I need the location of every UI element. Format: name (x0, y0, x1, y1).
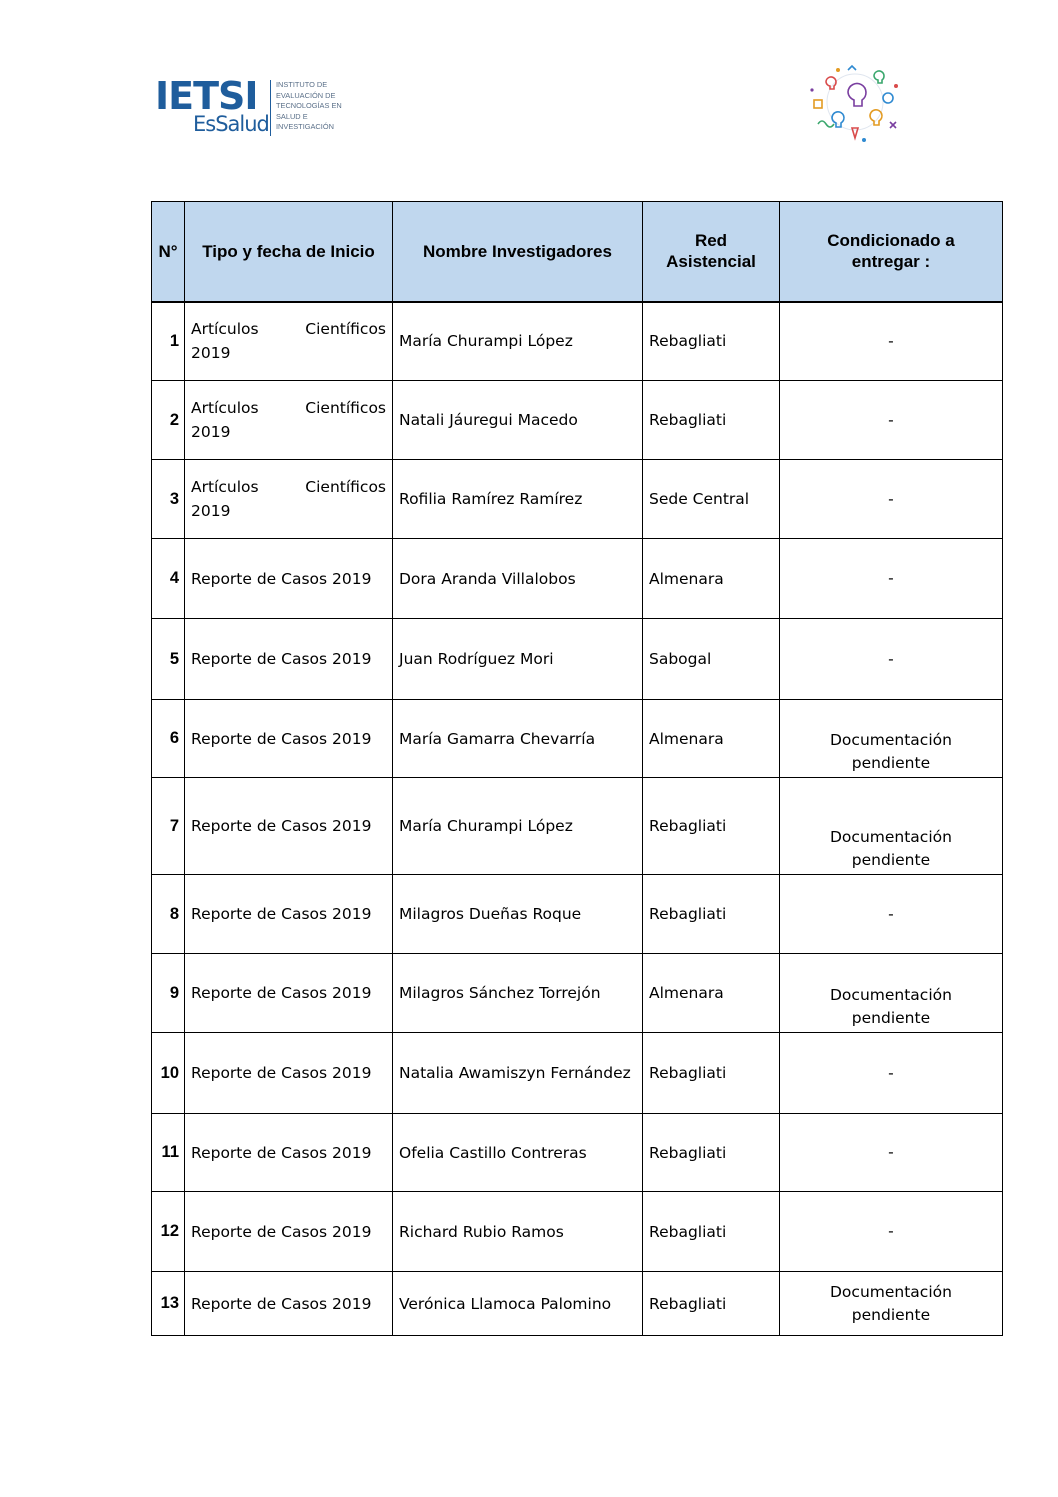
row-cond: - (780, 539, 1003, 619)
logo-brand: IETSI (155, 74, 258, 118)
table-header-row (152, 202, 1003, 302)
table-row (152, 954, 1003, 1033)
row-cond: - (780, 1114, 1003, 1192)
row-tipo (185, 302, 393, 381)
row-nombre: Dora Aranda Villalobos (393, 539, 643, 619)
row-red: Almenara (643, 954, 780, 1033)
row-cond: - (780, 619, 1003, 700)
tipo-word: Artículos (191, 399, 259, 417)
table-row (152, 1272, 1003, 1336)
row-nombre: Natali Jáuregui Macedo (393, 381, 643, 460)
header-nombre: Nombre Investigadores (393, 202, 643, 302)
table-row (152, 460, 1003, 539)
row-number: 11 (152, 1114, 185, 1192)
row-nombre: Milagros Dueñas Roque (393, 875, 643, 954)
row-number: 6 (152, 700, 185, 778)
row-cond: - (780, 302, 1003, 381)
row-tipo: Reporte de Casos 2019 (185, 619, 393, 700)
header-number: N° (152, 202, 185, 302)
table-row (152, 539, 1003, 619)
row-tipo (185, 460, 393, 539)
row-red: Sede Central (643, 460, 780, 539)
table-row (152, 700, 1003, 778)
tipo-word: Científicos (305, 478, 386, 496)
row-number: 3 (152, 460, 185, 539)
row-tipo: Reporte de Casos 2019 (185, 778, 393, 875)
header-red-label: Red Asistencial (666, 231, 756, 272)
row-red: Rebagliati (643, 1192, 780, 1272)
row-tipo (185, 381, 393, 460)
header-cond-label: Condicionado a entregar : (827, 231, 955, 272)
tipo-year: 2019 (191, 344, 231, 363)
table-row (152, 778, 1003, 875)
tipo-word: Científicos (305, 399, 386, 417)
row-red: Almenara (643, 700, 780, 778)
investigators-table (151, 201, 1003, 1336)
table-row (152, 1114, 1003, 1192)
table-row (152, 619, 1003, 700)
row-red: Rebagliati (643, 1114, 780, 1192)
row-tipo: Reporte de Casos 2019 (185, 1033, 393, 1114)
row-nombre: Natalia Awamiszyn Fernández (393, 1033, 643, 1114)
tipo-word: Artículos (191, 320, 259, 339)
row-nombre: María Churampi López (393, 778, 643, 875)
logo-sub-brand: EsSalud (193, 112, 269, 136)
row-tipo: Reporte de Casos 2019 (185, 1114, 393, 1192)
row-number: 7 (152, 778, 185, 875)
ideas-lightbulb-icon (808, 62, 903, 146)
row-tipo: Reporte de Casos 2019 (185, 539, 393, 619)
row-nombre: Milagros Sánchez Torrejón (393, 954, 643, 1033)
row-tipo: Reporte de Casos 2019 (185, 875, 393, 954)
row-number: 13 (152, 1272, 185, 1336)
row-cond: Documentación pendiente (780, 700, 1003, 778)
row-cond: - (780, 1192, 1003, 1272)
row-number: 9 (152, 954, 185, 1033)
row-nombre: Ofelia Castillo Contreras (393, 1114, 643, 1192)
row-number: 2 (152, 381, 185, 460)
logo-institute-line: INSTITUTO DE (276, 80, 328, 89)
row-cond: Documentación pendiente (780, 778, 1003, 875)
logo-divider (270, 80, 271, 136)
logo-institute-line: TECNOLOGÍAS EN (276, 101, 342, 110)
tipo-year: 2019 (191, 502, 231, 520)
row-number: 10 (152, 1033, 185, 1114)
row-cond: - (780, 1033, 1003, 1114)
table-row (152, 875, 1003, 954)
row-nombre: Rofilia Ramírez Ramírez (393, 460, 643, 539)
tipo-year: 2019 (191, 423, 231, 441)
row-nombre: María Gamarra Chevarría (393, 700, 643, 778)
row-number: 12 (152, 1192, 185, 1272)
row-number: 1 (152, 302, 185, 381)
logo-institute-name (276, 80, 356, 133)
tipo-word: Artículos (191, 478, 259, 496)
header-tipo: Tipo y fecha de Inicio (185, 202, 393, 302)
header-red (643, 202, 780, 302)
row-cond: - (780, 875, 1003, 954)
table-row (152, 1033, 1003, 1114)
row-nombre: Verónica Llamoca Palomino (393, 1272, 643, 1336)
row-tipo: Reporte de Casos 2019 (185, 1272, 393, 1336)
row-red: Rebagliati (643, 778, 780, 875)
row-number: 5 (152, 619, 185, 700)
row-number: 4 (152, 539, 185, 619)
logo-institute-line: SALUD E (276, 111, 308, 121)
row-red: Rebagliati (643, 1272, 780, 1336)
row-nombre: María Churampi López (393, 302, 643, 381)
header-cond (780, 202, 1003, 302)
row-red: Almenara (643, 539, 780, 619)
row-tipo: Reporte de Casos 2019 (185, 1192, 393, 1272)
tipo-word: Científicos (305, 320, 386, 339)
row-cond: Documentación pendiente (780, 1272, 1003, 1336)
row-red: Rebagliati (643, 875, 780, 954)
row-cond: Documentación pendiente (780, 954, 1003, 1033)
logo-institute-line: EVALUACIÓN DE (276, 90, 336, 100)
row-red: Rebagliati (643, 302, 780, 381)
row-number: 8 (152, 875, 185, 954)
ietsi-logo (155, 74, 355, 140)
row-nombre: Juan Rodríguez Mori (393, 619, 643, 700)
table-row (152, 302, 1003, 381)
row-tipo: Reporte de Casos 2019 (185, 700, 393, 778)
row-cond: - (780, 460, 1003, 539)
row-red: Rebagliati (643, 1033, 780, 1114)
logo-institute-line: INVESTIGACIÓN (276, 122, 334, 131)
row-nombre: Richard Rubio Ramos (393, 1192, 643, 1272)
row-cond: - (780, 381, 1003, 460)
row-tipo: Reporte de Casos 2019 (185, 954, 393, 1033)
row-red: Sabogal (643, 619, 780, 700)
table-row (152, 1192, 1003, 1272)
row-red: Rebagliati (643, 381, 780, 460)
table-row (152, 381, 1003, 460)
